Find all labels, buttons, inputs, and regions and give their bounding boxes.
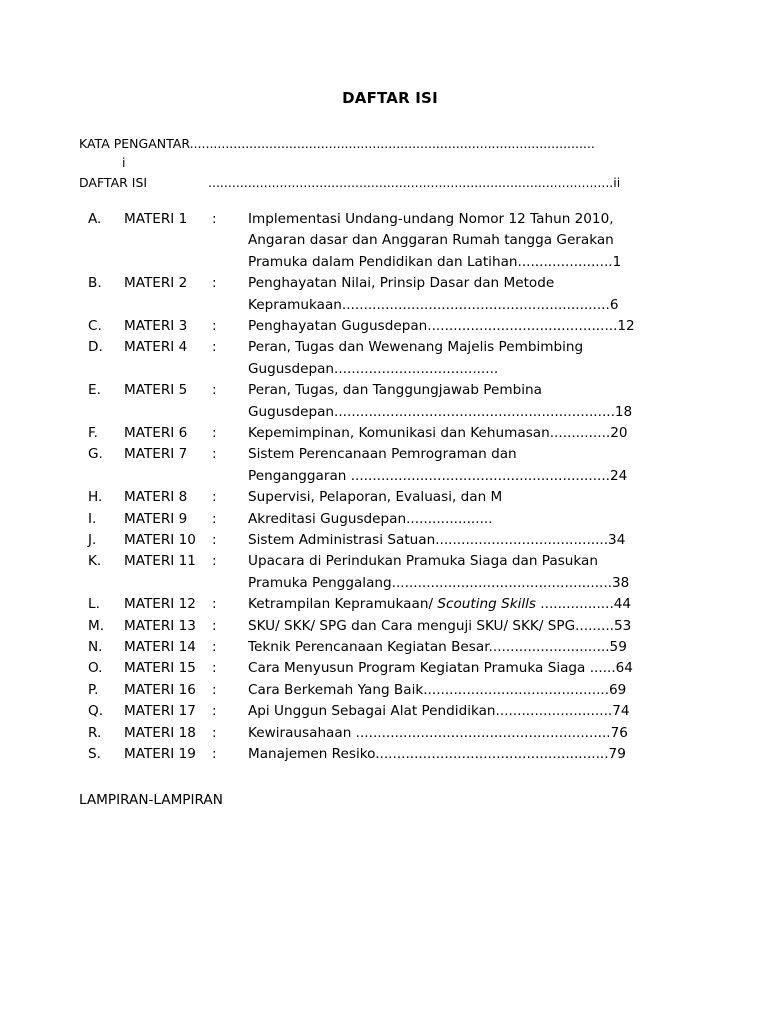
toc-title-line: Pramuka dalam Pendidikan dan Latihan......................1 <box>248 253 622 270</box>
toc-colon: : <box>212 510 217 527</box>
toc-materi: MATERI 14 <box>124 639 196 655</box>
toc-title-line: Gugusdepan...................................... <box>248 360 499 377</box>
kata-pengantar-entry: KATA PENGANTAR...................................................................................................... <box>79 136 595 151</box>
toc-title-line: Api Unggun Sebagai Alat Pendidikan...........................74 <box>248 703 630 720</box>
toc-materi: MATERI 2 <box>124 275 188 292</box>
toc-title-line: Supervisi, Pelaporan, Evaluasi, dan M <box>248 489 503 506</box>
toc-letter: L. <box>88 596 100 613</box>
toc-title-line: SKU/ SKK/ SPG dan Cara menguji SKU/ SKK/ SPG.........53 <box>248 617 632 634</box>
toc-materi: MATERI 10 <box>124 532 196 548</box>
toc-letter: E. <box>88 382 101 399</box>
toc-colon: : <box>212 639 217 655</box>
toc-letter: P. <box>88 681 99 698</box>
toc-title-line: Angaran dasar dan Anggaran Rumah tangga Gerakan <box>248 232 614 249</box>
toc-title-line: Peran, Tugas, dan Tanggungjawab Pembina <box>248 382 542 399</box>
toc-materi: MATERI 18 <box>124 724 196 741</box>
toc-materi: MATERI 1 <box>124 211 188 227</box>
toc-letter: K. <box>88 553 102 570</box>
toc-letter: D. <box>88 339 103 356</box>
toc-letter: R. <box>88 724 102 741</box>
toc-title-line: Ketrampilan Kepramukaan/ Scouting Skills .................44 <box>248 596 632 613</box>
toc-colon: : <box>212 617 217 634</box>
toc-colon: : <box>212 489 217 506</box>
toc-title-line: Kepemimpinan, Komunikasi dan Kehumasan..............20 <box>248 425 628 441</box>
toc-materi: MATERI 13 <box>124 617 196 634</box>
toc-letter: G. <box>88 446 103 463</box>
toc-materi: MATERI 6 <box>124 425 188 441</box>
toc-letter: N. <box>88 639 103 655</box>
toc-materi: MATERI 7 <box>124 446 188 463</box>
toc-colon: : <box>212 382 217 399</box>
toc-colon: : <box>212 446 217 463</box>
toc-title-line: Penghayatan Nilai, Prinsip Dasar dan Metode <box>248 275 555 292</box>
toc-title-line: Penghayatan Gugusdepan............................................12 <box>248 318 635 334</box>
toc-colon: : <box>212 660 217 677</box>
toc-colon: : <box>212 703 217 720</box>
toc-title-line: Kepramukaan..............................................................6 <box>248 296 619 313</box>
toc-title-line: Pramuka Penggalang...................................................38 <box>248 574 630 591</box>
toc-colon: : <box>212 553 217 570</box>
toc-letter: O. <box>88 660 103 677</box>
toc-letter: S. <box>88 746 101 762</box>
lampiran-heading: LAMPIRAN-LAMPIRAN <box>79 792 223 808</box>
toc-letter: H. <box>88 489 103 506</box>
toc-materi: MATERI 16 <box>124 681 196 698</box>
toc-materi: MATERI 4 <box>124 339 188 356</box>
toc-materi: MATERI 15 <box>124 660 196 677</box>
toc-colon: : <box>212 339 217 356</box>
toc-letter: I. <box>88 510 97 527</box>
toc-title-line: Kewirausahaan ...........................................................76 <box>248 724 628 741</box>
toc-letter: B. <box>88 275 102 292</box>
toc-title-line: Akreditasi Gugusdepan.................... <box>248 510 493 527</box>
toc-title-line: Upacara di Perindukan Pramuka Siaga dan Pasukan <box>248 553 599 570</box>
toc-materi: MATERI 5 <box>124 382 188 399</box>
toc-colon: : <box>212 425 217 441</box>
toc-colon: : <box>212 724 217 741</box>
toc-title-line: Cara Berkemah Yang Baik...........................................69 <box>248 681 627 698</box>
toc-title-line: Sistem Perencanaan Pemrograman dan <box>248 446 517 463</box>
toc-letter: J. <box>88 532 97 548</box>
toc-letter: Q. <box>88 703 104 720</box>
toc-letter: C. <box>88 318 102 334</box>
toc-materi: MATERI 9 <box>124 510 188 527</box>
toc-materi: MATERI 11 <box>124 553 196 570</box>
toc-colon: : <box>212 746 217 762</box>
toc-title-line: Gugusdepan.................................................................18 <box>248 403 633 420</box>
toc-letter: A. <box>88 211 102 227</box>
toc-letter: F. <box>88 425 98 441</box>
toc-title-line: Sistem Administrasi Satuan........................................34 <box>248 532 626 548</box>
toc-colon: : <box>212 318 217 334</box>
toc-colon: : <box>212 532 217 548</box>
daftar-isi-dots: ......................................................................................................ii <box>208 175 621 190</box>
kata-pengantar-page: i <box>122 155 126 170</box>
toc-materi: MATERI 12 <box>124 596 196 613</box>
daftar-isi-entry: DAFTAR ISI <box>79 175 148 190</box>
page-title: DAFTAR ISI <box>342 89 438 107</box>
toc-title-line: Manajemen Resiko......................................................79 <box>248 746 626 762</box>
toc-colon: : <box>212 211 217 227</box>
toc-title-line: Penganggaran ............................................................24 <box>248 467 628 484</box>
toc-materi: MATERI 17 <box>124 703 196 720</box>
toc-title-line: Teknik Perencanaan Kegiatan Besar............................59 <box>248 639 627 655</box>
toc-materi: MATERI 3 <box>124 318 188 334</box>
toc-materi: MATERI 8 <box>124 489 188 506</box>
toc-colon: : <box>212 275 217 292</box>
toc-colon: : <box>212 681 217 698</box>
toc-colon: : <box>212 596 217 613</box>
toc-letter: M. <box>88 617 105 634</box>
toc-materi: MATERI 19 <box>124 746 196 762</box>
toc-title-line: Cara Menyusun Program Kegiatan Pramuka Siaga ......64 <box>248 660 633 677</box>
toc-title-line: Peran, Tugas dan Wewenang Majelis Pembimbing <box>248 339 584 356</box>
toc-title-line: Implementasi Undang-undang Nomor 12 Tahun 2010, <box>248 211 614 227</box>
